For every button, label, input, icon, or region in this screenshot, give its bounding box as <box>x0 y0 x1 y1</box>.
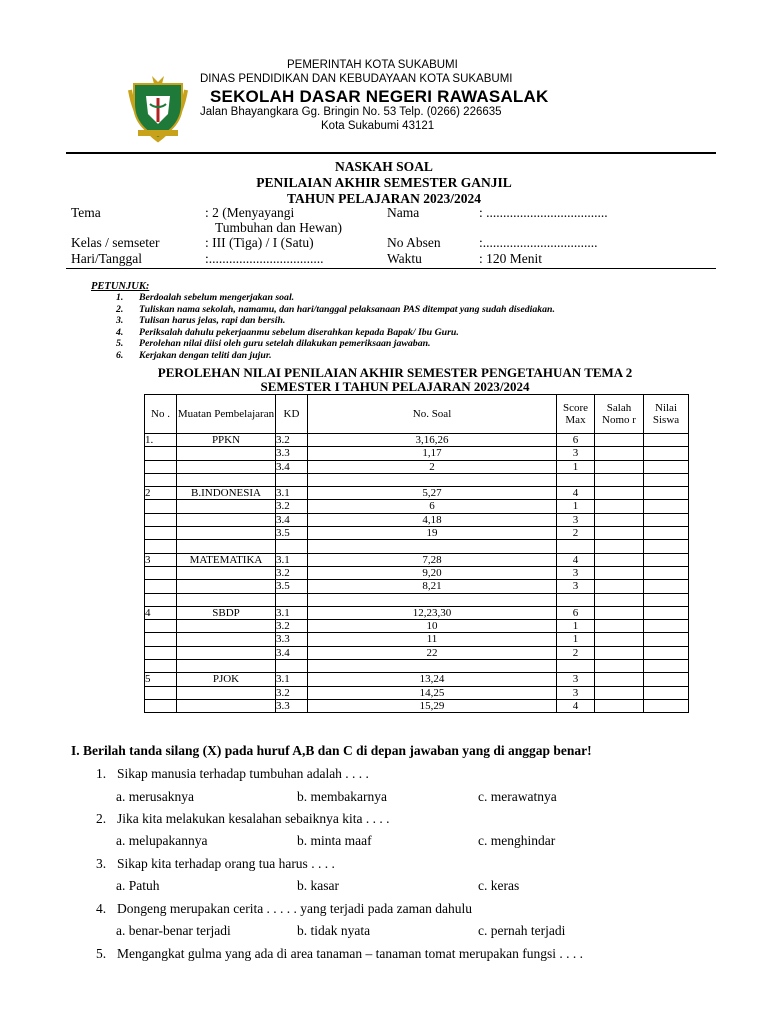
section-1-heading: I. Berilah tanda silang (X) pada huruf A,B dan C di depan jawaban yang di anggap benar! <box>71 743 592 758</box>
table-row <box>145 566 689 579</box>
city-emblem-icon <box>124 74 192 144</box>
cell-nilai[interactable] <box>644 540 689 553</box>
cell-score <box>557 540 595 553</box>
doc-year: TAHUN PELAJARAN 2023/2024 <box>286 191 481 206</box>
table-row <box>145 487 689 500</box>
hari-field[interactable]: :.................................. <box>205 251 324 266</box>
cell-salah[interactable] <box>595 434 644 447</box>
cell-soal <box>308 593 557 606</box>
cell-no <box>145 699 177 712</box>
table-row <box>145 460 689 473</box>
cell-salah[interactable] <box>595 473 644 486</box>
cell-kd: 3.4 <box>276 646 308 659</box>
cell-nilai[interactable] <box>644 553 689 566</box>
cell-muatan <box>177 580 276 593</box>
cell-no <box>145 527 177 540</box>
cell-salah[interactable] <box>595 580 644 593</box>
cell-soal: 13,24 <box>308 673 557 686</box>
cell-salah[interactable] <box>595 447 644 460</box>
option-b[interactable]: b. minta maaf <box>297 833 372 848</box>
letterhead-divider <box>66 152 716 154</box>
cell-muatan <box>177 527 276 540</box>
cell-kd: 3.4 <box>276 460 308 473</box>
hari-label: Hari/Tanggal <box>71 251 143 266</box>
cell-score: 2 <box>557 527 595 540</box>
cell-kd: 3.3 <box>276 699 308 712</box>
school-name: SEKOLAH DASAR NEGERI RAWASALAK <box>210 87 549 106</box>
cell-muatan <box>177 460 276 473</box>
col-soal: No. Soal <box>308 395 557 434</box>
cell-score <box>557 660 595 673</box>
question-text: Sikap kita terhadap orang tua harus . . . . <box>117 856 335 871</box>
cell-nilai[interactable] <box>644 606 689 619</box>
nama-label: Nama <box>387 205 420 220</box>
cell-kd: 3.5 <box>276 527 308 540</box>
cell-nilai[interactable] <box>644 500 689 513</box>
cell-soal: 6 <box>308 500 557 513</box>
cell-muatan <box>177 513 276 526</box>
cell-muatan <box>177 686 276 699</box>
table-row <box>145 527 689 540</box>
cell-muatan <box>177 593 276 606</box>
score-table-body <box>145 434 689 713</box>
cell-salah[interactable] <box>595 633 644 646</box>
cell-nilai[interactable] <box>644 633 689 646</box>
option-b[interactable]: b. tidak nyata <box>297 923 371 938</box>
doc-title: NASKAH SOAL <box>335 159 433 174</box>
cell-kd: 3.3 <box>276 447 308 460</box>
cell-salah[interactable] <box>595 540 644 553</box>
cell-kd: 3.1 <box>276 606 308 619</box>
cell-nilai[interactable] <box>644 660 689 673</box>
kelas-label: Kelas / semseter <box>71 235 160 250</box>
doc-subtitle: PENILAIAN AKHIR SEMESTER GANJIL <box>256 175 512 190</box>
option-c[interactable]: c. menghindar <box>478 833 556 848</box>
cell-muatan: SBDP <box>177 606 276 619</box>
cell-kd: 3.1 <box>276 553 308 566</box>
cell-nilai[interactable] <box>644 447 689 460</box>
cell-no: 5 <box>145 673 177 686</box>
cell-nilai[interactable] <box>644 527 689 540</box>
cell-nilai[interactable] <box>644 593 689 606</box>
cell-no <box>145 620 177 633</box>
cell-score: 6 <box>557 434 595 447</box>
school-city: Kota Sukabumi 43121 <box>321 120 435 132</box>
table-row <box>145 434 689 447</box>
table-row <box>145 606 689 619</box>
cell-nilai[interactable] <box>644 487 689 500</box>
cell-nilai[interactable] <box>644 673 689 686</box>
letterhead <box>0 58 768 143</box>
question-number: 1. <box>96 766 107 781</box>
kelas-value: : III (Tiga) / I (Satu) <box>205 235 314 250</box>
cell-salah[interactable] <box>595 593 644 606</box>
absen-label: No Absen <box>387 235 441 250</box>
cell-soal: 7,28 <box>308 553 557 566</box>
cell-muatan <box>177 540 276 553</box>
cell-score: 3 <box>557 447 595 460</box>
option-c[interactable]: c. merawatnya <box>478 789 557 804</box>
table-row <box>145 673 689 686</box>
cell-kd: 3.1 <box>276 673 308 686</box>
cell-no: 1. <box>145 434 177 447</box>
cell-soal: 10 <box>308 620 557 633</box>
col-muatan: Muatan Pembelajaran <box>177 395 276 434</box>
absen-field[interactable]: :.................................. <box>479 235 598 250</box>
cell-salah[interactable] <box>595 553 644 566</box>
cell-no <box>145 593 177 606</box>
question-number: 4. <box>96 901 107 916</box>
cell-no <box>145 460 177 473</box>
cell-salah[interactable] <box>595 686 644 699</box>
cell-soal: 2 <box>308 460 557 473</box>
cell-salah[interactable] <box>595 699 644 712</box>
score-table <box>144 394 689 713</box>
waktu-value: : 120 Menit <box>479 251 542 266</box>
question-text: Sikap manusia terhadap tumbuhan adalah . . . . <box>117 766 369 781</box>
table-row <box>145 646 689 659</box>
col-nilai: Nilai Siswa <box>644 395 689 434</box>
cell-kd: 3.1 <box>276 487 308 500</box>
cell-kd <box>276 473 308 486</box>
cell-nilai[interactable] <box>644 434 689 447</box>
cell-nilai[interactable] <box>644 460 689 473</box>
question-number: 3. <box>96 856 107 871</box>
table-row <box>145 620 689 633</box>
cell-soal: 8,21 <box>308 580 557 593</box>
cell-nilai[interactable] <box>644 646 689 659</box>
cell-salah[interactable] <box>595 606 644 619</box>
cell-muatan <box>177 699 276 712</box>
cell-soal <box>308 660 557 673</box>
cell-muatan <box>177 620 276 633</box>
cell-score: 2 <box>557 646 595 659</box>
cell-salah[interactable] <box>595 673 644 686</box>
cell-muatan: PJOK <box>177 673 276 686</box>
cell-nilai[interactable] <box>644 566 689 579</box>
cell-score: 3 <box>557 513 595 526</box>
cell-soal: 9,20 <box>308 566 557 579</box>
cell-no: 2 <box>145 487 177 500</box>
cell-soal: 14,25 <box>308 686 557 699</box>
cell-score: 1 <box>557 620 595 633</box>
option-a[interactable]: a. benar-benar terjadi <box>116 923 231 938</box>
cell-no <box>145 447 177 460</box>
cell-soal: 19 <box>308 527 557 540</box>
cell-muatan <box>177 646 276 659</box>
cell-score: 3 <box>557 580 595 593</box>
cell-muatan <box>177 500 276 513</box>
cell-salah[interactable] <box>595 500 644 513</box>
cell-score <box>557 593 595 606</box>
cell-kd: 3.2 <box>276 566 308 579</box>
cell-salah[interactable] <box>595 660 644 673</box>
tema-value-cont: Tumbuhan dan Hewan) <box>215 220 342 235</box>
question-text: Dongeng merupakan cerita . . . . . yang terjadi pada zaman dahulu <box>117 901 472 916</box>
table-row <box>145 447 689 460</box>
school-address: Jalan Bhayangkara Gg. Bringin No. 53 Telp. (0266) 226635 <box>200 106 502 118</box>
cell-soal: 11 <box>308 633 557 646</box>
cell-kd: 3.2 <box>276 686 308 699</box>
table-row <box>145 473 689 486</box>
tema-label: Tema <box>71 205 101 220</box>
cell-salah[interactable] <box>595 646 644 659</box>
option-b[interactable]: b. kasar <box>297 878 339 893</box>
cell-no <box>145 566 177 579</box>
col-no: No . <box>145 395 177 434</box>
cell-kd: 3.3 <box>276 633 308 646</box>
question-text: Mengangkat gulma yang ada di area tanaman – tanaman tomat merupakan fungsi . . . . <box>117 946 583 961</box>
cell-muatan <box>177 473 276 486</box>
cell-no: 4 <box>145 606 177 619</box>
cell-nilai[interactable] <box>644 699 689 712</box>
table-row <box>145 699 689 712</box>
option-b[interactable]: b. membakarnya <box>297 789 387 804</box>
cell-muatan <box>177 447 276 460</box>
cell-muatan: PPKN <box>177 434 276 447</box>
cell-salah[interactable] <box>595 566 644 579</box>
cell-no <box>145 500 177 513</box>
cell-soal: 22 <box>308 646 557 659</box>
table-row <box>145 660 689 673</box>
cell-soal <box>308 540 557 553</box>
cell-kd: 3.2 <box>276 620 308 633</box>
cell-no <box>145 633 177 646</box>
cell-no <box>145 580 177 593</box>
cell-soal: 15,29 <box>308 699 557 712</box>
table-row <box>145 540 689 553</box>
tema-value: : 2 (Menyayangi <box>205 205 295 220</box>
cell-no <box>145 473 177 486</box>
score-table-title: PEROLEHAN NILAI PENILAIAN AKHIR SEMESTER PENGETAHUAN TEMA 2 <box>157 365 633 380</box>
cell-salah[interactable] <box>595 527 644 540</box>
cell-nilai[interactable] <box>644 580 689 593</box>
cell-soal: 12,23,30 <box>308 606 557 619</box>
cell-muatan: B.INDONESIA <box>177 487 276 500</box>
cell-no <box>145 660 177 673</box>
option-a[interactable]: a. merusaknya <box>116 789 194 804</box>
question-text: Jika kita melakukan kesalahan sebaiknya kita . . . . <box>117 811 390 826</box>
cell-nilai[interactable] <box>644 473 689 486</box>
gov-name: PEMERINTAH KOTA SUKABUMI <box>287 59 458 71</box>
cell-score: 1 <box>557 500 595 513</box>
cell-soal: 3,16,26 <box>308 434 557 447</box>
cell-soal: 4,18 <box>308 513 557 526</box>
cell-muatan <box>177 566 276 579</box>
cell-no: 3 <box>145 553 177 566</box>
cell-nilai[interactable] <box>644 686 689 699</box>
cell-score: 1 <box>557 460 595 473</box>
cell-score <box>557 473 595 486</box>
cell-score: 3 <box>557 566 595 579</box>
instructions-heading: PETUNJUK: <box>91 281 150 292</box>
option-c[interactable]: c. keras <box>478 878 520 893</box>
cell-salah[interactable] <box>595 487 644 500</box>
cell-kd <box>276 593 308 606</box>
col-score: Score Max <box>557 395 595 434</box>
cell-no <box>145 686 177 699</box>
cell-no <box>145 540 177 553</box>
cell-score: 1 <box>557 633 595 646</box>
cell-muatan: MATEMATIKA <box>177 553 276 566</box>
cell-kd: 3.5 <box>276 580 308 593</box>
cell-kd: 3.4 <box>276 513 308 526</box>
option-a[interactable]: a. melupakannya <box>116 833 208 848</box>
table-row <box>145 593 689 606</box>
cell-muatan <box>177 660 276 673</box>
table-row <box>145 553 689 566</box>
col-salah: Salah Nomo r <box>595 395 644 434</box>
cell-score: 4 <box>557 553 595 566</box>
question-number: 2. <box>96 811 107 826</box>
question-number: 5. <box>96 946 107 961</box>
cell-kd <box>276 540 308 553</box>
col-kd: KD <box>276 395 308 434</box>
cell-salah[interactable] <box>595 513 644 526</box>
option-c[interactable]: c. pernah terjadi <box>478 923 566 938</box>
cell-no <box>145 646 177 659</box>
cell-score: 6 <box>557 606 595 619</box>
table-row <box>145 633 689 646</box>
cell-score: 4 <box>557 487 595 500</box>
table-row <box>145 500 689 513</box>
option-a[interactable]: a. Patuh <box>116 878 160 893</box>
cell-nilai[interactable] <box>644 513 689 526</box>
nama-field[interactable]: : .................................... <box>479 205 608 220</box>
cell-soal <box>308 473 557 486</box>
identity-divider <box>66 268 716 269</box>
cell-score: 3 <box>557 686 595 699</box>
score-table-subtitle: SEMESTER I TAHUN PELAJARAN 2023/2024 <box>260 379 530 394</box>
cell-nilai[interactable] <box>644 620 689 633</box>
cell-kd: 3.2 <box>276 434 308 447</box>
table-row <box>145 686 689 699</box>
cell-salah[interactable] <box>595 620 644 633</box>
cell-score: 3 <box>557 673 595 686</box>
table-row <box>145 580 689 593</box>
cell-soal: 5,27 <box>308 487 557 500</box>
score-table-header <box>145 395 689 434</box>
cell-soal: 1,17 <box>308 447 557 460</box>
department-name: DINAS PENDIDIKAN DAN KEBUDAYAAN KOTA SUKABUMI <box>200 73 513 85</box>
cell-kd: 3.2 <box>276 500 308 513</box>
cell-muatan <box>177 633 276 646</box>
table-row <box>145 513 689 526</box>
waktu-label: Waktu <box>387 251 422 266</box>
cell-salah[interactable] <box>595 460 644 473</box>
cell-score: 4 <box>557 699 595 712</box>
cell-kd <box>276 660 308 673</box>
cell-no <box>145 513 177 526</box>
